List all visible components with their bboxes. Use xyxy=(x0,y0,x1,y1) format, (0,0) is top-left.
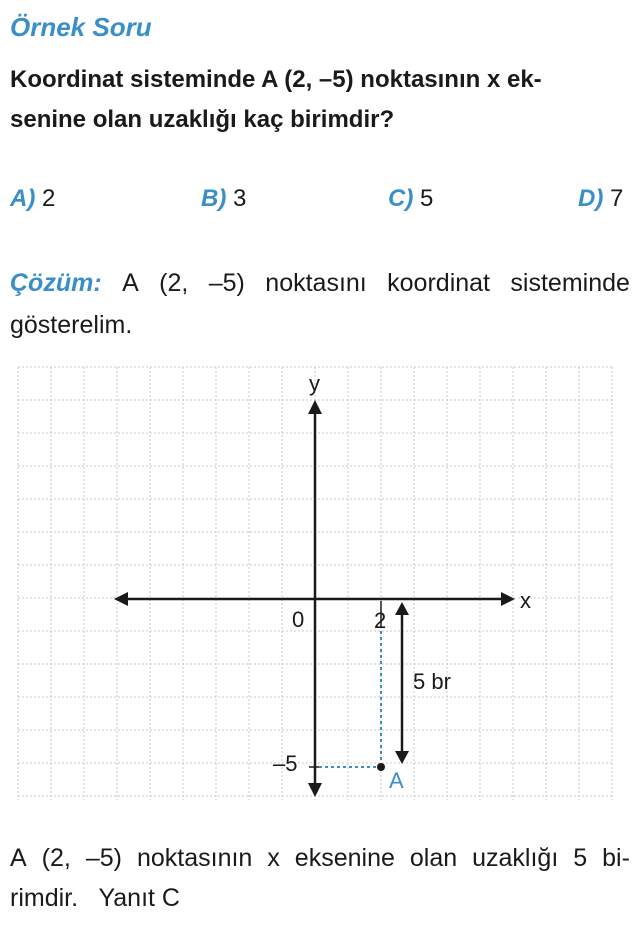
question-line-2: senine olan uzaklığı kaç birimdir? xyxy=(10,106,395,133)
option-b-value: 3 xyxy=(233,185,247,212)
option-b[interactable] xyxy=(201,185,246,213)
option-a-letter: A) xyxy=(10,185,36,212)
solution-word: noktasını xyxy=(265,269,367,297)
solution-text xyxy=(10,262,630,346)
answer-word: –5) xyxy=(85,844,122,872)
answer-word: bi- xyxy=(602,844,630,872)
example-title: Örnek Soru xyxy=(10,12,152,42)
answer-result: Yanıt C xyxy=(98,884,180,912)
answer-word: (2, xyxy=(41,844,71,872)
distance-label: 5 br xyxy=(413,669,451,694)
origin-label: 0 xyxy=(292,607,305,632)
answer-word: A xyxy=(10,844,27,872)
y-axis-down-arrow xyxy=(308,783,322,797)
answer-word: noktasının xyxy=(136,844,253,872)
x-tick-label: 2 xyxy=(374,608,387,633)
x-axis-left-arrow xyxy=(114,592,128,606)
option-d-letter: D) xyxy=(578,185,604,212)
option-c-value: 5 xyxy=(420,185,434,212)
solution-word: (2, xyxy=(159,269,189,297)
option-b-letter: B) xyxy=(201,185,227,212)
question-text xyxy=(10,60,630,140)
option-c[interactable] xyxy=(388,185,433,213)
answer-text xyxy=(10,838,630,918)
point-a-label: A xyxy=(389,768,404,793)
option-d[interactable] xyxy=(578,185,623,213)
answer-word: eksenine xyxy=(294,844,395,872)
option-a-value: 2 xyxy=(42,185,56,212)
y-axis-label: y xyxy=(309,371,320,396)
answer-line-2 xyxy=(10,878,630,918)
answer-word: x xyxy=(267,844,280,872)
answer-word: olan xyxy=(409,844,458,872)
solution-line-2: gösterelim. xyxy=(10,311,133,339)
answer-line-1 xyxy=(10,838,630,878)
option-c-letter: C) xyxy=(388,185,414,212)
solution-label: Çözüm: xyxy=(10,269,102,297)
solution-word: –5) xyxy=(208,269,245,297)
question-line-1: Koordinat sisteminde A (2, –5) noktasının x ek- xyxy=(10,66,542,93)
distance-arrow-up xyxy=(395,602,409,615)
y-axis-up-arrow xyxy=(308,400,322,414)
solution-word: sisteminde xyxy=(510,269,630,297)
coordinate-graph xyxy=(0,355,640,805)
answer-word: 5 xyxy=(573,844,588,872)
answer-word: uzaklığı xyxy=(472,844,559,872)
solution-word: A xyxy=(122,269,139,297)
option-d-value: 7 xyxy=(610,185,624,212)
distance-arrow-down xyxy=(395,751,409,764)
solution-line-1 xyxy=(10,262,630,304)
y-tick-label: –5 xyxy=(273,751,298,776)
answer-line-2-text: rimdir. xyxy=(10,884,79,912)
option-a[interactable] xyxy=(10,185,55,213)
x-axis-label: x xyxy=(520,588,531,613)
solution-word: koordinat xyxy=(387,269,491,297)
point-a xyxy=(377,763,385,771)
